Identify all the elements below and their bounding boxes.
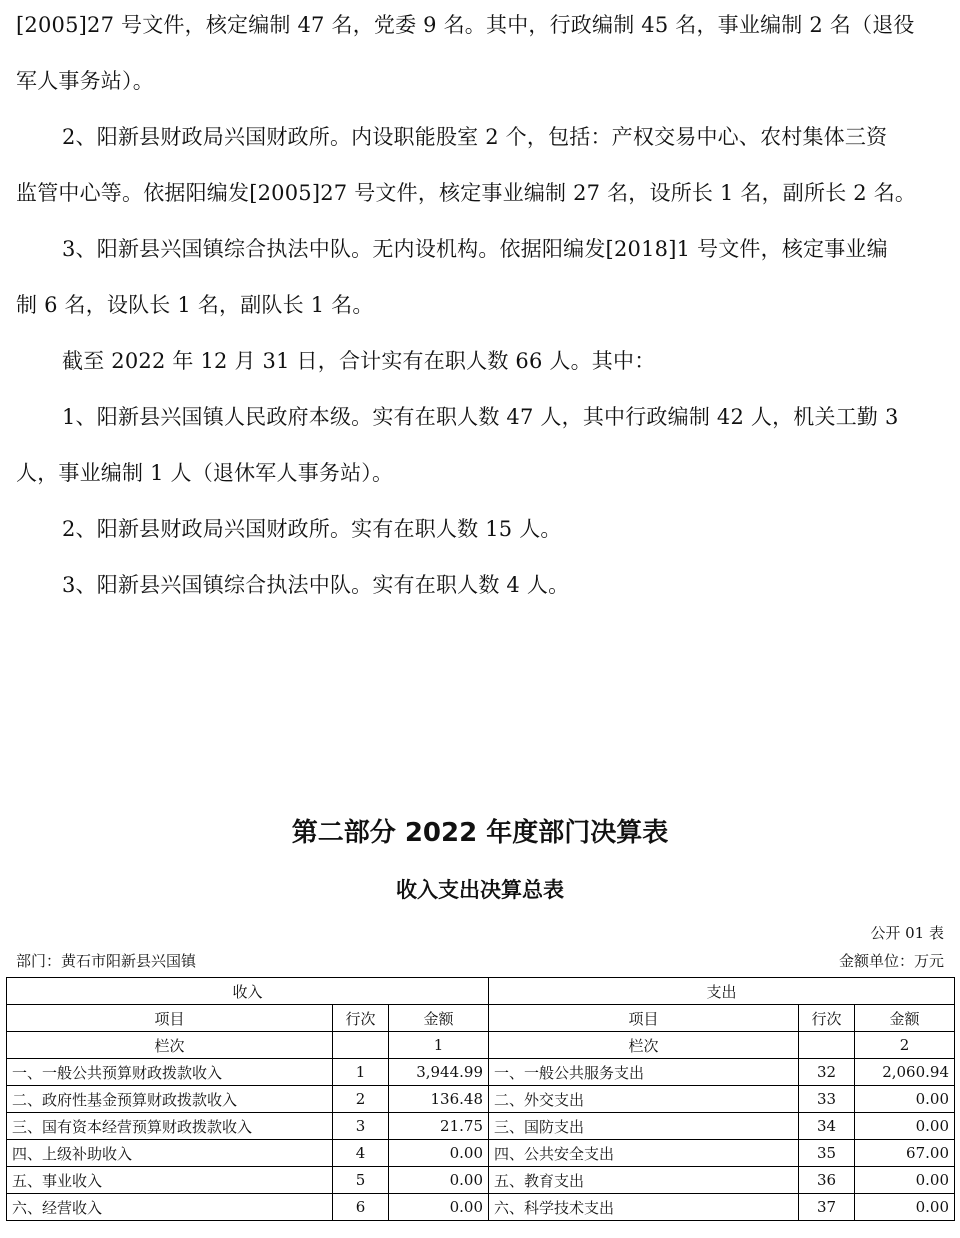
expense-row-number: 32 [799,1059,855,1086]
table-header-row [7,978,955,1005]
expense-header: 支出 [489,978,955,1005]
table-row [7,1059,955,1086]
income-column-number: 1 [389,1032,489,1059]
income-row-number: 3 [333,1113,389,1140]
paragraph-line-10: 2、阳新县财政局兴国财政所。实有在职人数 15 人。 [62,517,562,541]
income-lanci-label: 栏次 [7,1032,333,1059]
income-amount: 136.48 [389,1086,489,1113]
expense-item: 三、国防支出 [489,1113,799,1140]
column-number-row [7,1032,955,1059]
column-header-row [7,1005,955,1032]
expense-amount: 0.00 [855,1194,955,1221]
expense-item-header: 项目 [489,1005,799,1032]
expense-column-number: 2 [855,1032,955,1059]
table-row [7,1167,955,1194]
income-amount: 0.00 [389,1140,489,1167]
income-item: 六、经营收入 [7,1194,333,1221]
expense-row-number: 33 [799,1086,855,1113]
paragraph-line-5: 3、阳新县兴国镇综合执法中队。无内设机构。依据阳编发[2018]1 号文件，核定事业编 [62,237,888,261]
part-title: 第二部分 2022 年度部门决算表 [291,818,669,848]
paragraph-line-3: 2、阳新县财政局兴国财政所。内设职能股室 2 个，包括：产权交易中心、农村集体三资 [62,125,888,149]
department-label: 部门：黄石市阳新县兴国镇 [16,952,197,970]
paragraph-line-6: 制 6 名，设队长 1 名，副队长 1 名。 [16,293,374,317]
paragraph-line-7: 截至 2022 年 12 月 31 日，合计实有在职人数 66 人。其中： [62,349,656,373]
income-item: 五、事业收入 [7,1167,333,1194]
expense-amount: 0.00 [855,1086,955,1113]
expense-row-number: 37 [799,1194,855,1221]
income-row-number: 1 [333,1059,389,1086]
income-amount: 0.00 [389,1167,489,1194]
income-row-number: 4 [333,1140,389,1167]
amount-unit-label: 金额单位：万元 [838,952,944,970]
expense-amount: 0.00 [855,1167,955,1194]
table-row [7,1086,955,1113]
table-row [7,1140,955,1167]
form-number: 公开 01 表 [870,924,944,942]
expense-row-number: 34 [799,1113,855,1140]
income-item: 四、上级补助收入 [7,1140,333,1167]
income-amount: 21.75 [389,1113,489,1140]
income-item-header: 项目 [7,1005,333,1032]
income-amount: 3,944.99 [389,1059,489,1086]
income-amount-header: 金额 [389,1005,489,1032]
expense-lanci-label: 栏次 [489,1032,799,1059]
expense-row-header: 行次 [799,1005,855,1032]
paragraph-line-9: 人，事业编制 1 人（退休军人事务站）。 [16,461,394,485]
income-row-header: 行次 [333,1005,389,1032]
income-amount: 0.00 [389,1194,489,1221]
expense-amount: 0.00 [855,1113,955,1140]
expense-amount: 67.00 [855,1140,955,1167]
income-header: 收入 [7,978,489,1005]
income-row-number: 2 [333,1086,389,1113]
income-expense-table [6,977,955,1221]
income-row-number: 6 [333,1194,389,1221]
expense-item: 二、外交支出 [489,1086,799,1113]
income-lanci-empty [333,1032,389,1059]
expense-item: 六、科学技术支出 [489,1194,799,1221]
paragraph-line-11: 3、阳新县兴国镇综合执法中队。实有在职人数 4 人。 [62,573,570,597]
table-title: 收入支出决算总表 [396,878,564,902]
table-row [7,1113,955,1140]
expense-amount: 2,060.94 [855,1059,955,1086]
table-row [7,1194,955,1221]
expense-lanci-empty [799,1032,855,1059]
expense-item: 一、一般公共服务支出 [489,1059,799,1086]
expense-amount-header: 金额 [855,1005,955,1032]
expense-row-number: 35 [799,1140,855,1167]
income-item: 一、一般公共预算财政拨款收入 [7,1059,333,1086]
income-item: 三、国有资本经营预算财政拨款收入 [7,1113,333,1140]
income-row-number: 5 [333,1167,389,1194]
income-item: 二、政府性基金预算财政拨款收入 [7,1086,333,1113]
paragraph-line-4: 监管中心等。依据阳编发[2005]27 号文件，核定事业编制 27 名，设所长 1 名，副所长 2 名。 [16,181,917,205]
paragraph-line-8: 1、阳新县兴国镇人民政府本级。实有在职人数 47 人，其中行政编制 42 人，机关工勤 3 [62,405,899,429]
expense-item: 五、教育支出 [489,1167,799,1194]
paragraph-line-1: [2005]27 号文件，核定编制 47 名，党委 9 名。其中，行政编制 45 名，事业编制 2 名（退役 [16,13,915,37]
expense-item: 四、公共安全支出 [489,1140,799,1167]
expense-row-number: 36 [799,1167,855,1194]
paragraph-line-2: 军人事务站）。 [16,69,154,93]
